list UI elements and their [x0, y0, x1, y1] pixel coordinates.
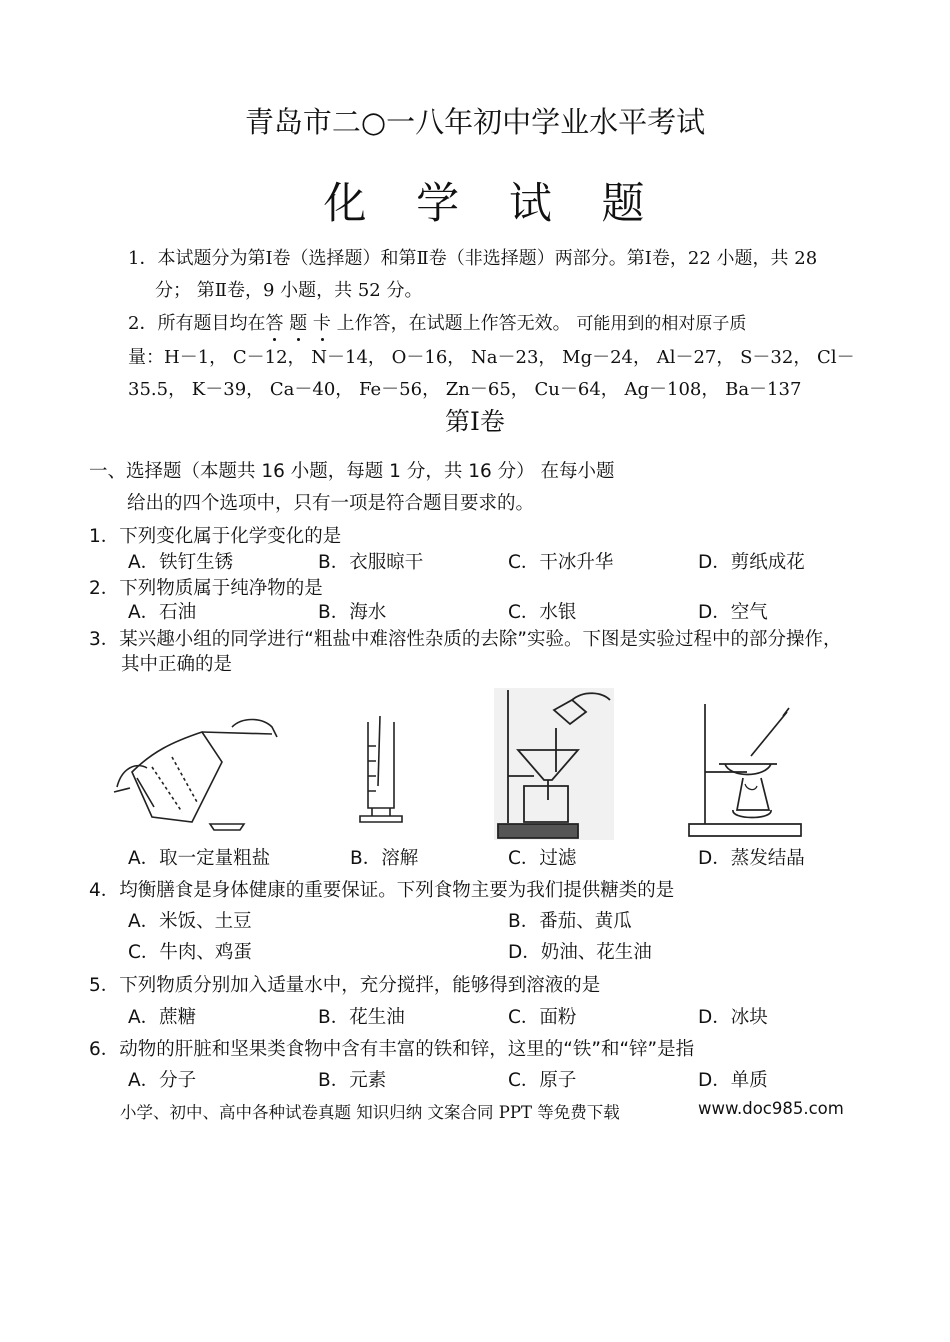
illustration-evaporate	[685, 700, 805, 840]
question-4-option-a: A．米饭、土豆	[128, 911, 252, 932]
question-4-stem: 4．均衡膳食是身体健康的重要保证。下列食物主要为我们提供糖类的是	[89, 880, 675, 901]
note-2-tail: 可能用到的相对原子质	[576, 314, 747, 334]
question-3-option-d: D．蒸发结晶	[698, 848, 805, 869]
emphasis-char-2: 题	[289, 313, 308, 334]
question-3-option-a: A．取一定量粗盐	[128, 848, 271, 869]
question-1-option-d: D．剪纸成花	[698, 552, 805, 573]
question-2-option-d: D．空气	[698, 602, 768, 623]
footer-text: 小学、初中、高中各种试卷真题 知识归纳 文案合同 PPT 等免费下载	[120, 1103, 620, 1122]
question-3-stem-line-2: 其中正确的是	[121, 654, 233, 675]
note-1-line-2: 分； 第Ⅱ卷，9 小题，共 52 分。	[155, 280, 423, 301]
note-2-line-2: 量：H－1， C－12， N－14， O－16， Na－23， Mg－24， Al－27， S－32， Cl－	[128, 347, 855, 368]
question-5-option-a: A．蔗糖	[128, 1007, 197, 1028]
question-4-option-d: D．奶油、花生油	[508, 942, 652, 963]
illustration-take-salt	[112, 712, 282, 832]
note-2-line-1	[128, 309, 746, 335]
emphasis-char-1: 答	[265, 313, 284, 334]
part-instruction-line-2: 给出的四个选项中，只有一项是符合题目要求的。	[127, 493, 535, 514]
question-3-option-c: C．过滤	[508, 848, 577, 869]
question-2-option-a: A．石油	[128, 602, 197, 623]
question-4-option-c: C．牛肉、鸡蛋	[128, 942, 252, 963]
question-6-option-b: B．元素	[318, 1070, 387, 1091]
illustration-filter	[494, 688, 614, 840]
illustration-dissolve	[350, 716, 420, 826]
note-2-prefix: 2．所有题目均在	[128, 313, 266, 334]
question-1-option-b: B．衣服晾干	[318, 552, 424, 573]
question-1-option-c: C．干冰升华	[508, 552, 614, 573]
note-1-line-1: 1．本试题分为第Ⅰ卷（选择题）和第Ⅱ卷（非选择题）两部分。第Ⅰ卷，22 小题，共 28	[128, 248, 818, 269]
question-6-option-a: A．分子	[128, 1070, 197, 1091]
question-6-option-d: D．单质	[698, 1070, 768, 1091]
question-1-stem: 1．下列变化属于化学变化的是	[89, 526, 342, 547]
question-6-stem: 6．动物的肝脏和坚果类食物中含有丰富的铁和锌，这里的“铁”和“锌”是指	[89, 1039, 695, 1060]
question-6-option-c: C．原子	[508, 1070, 577, 1091]
question-5-option-b: B．花生油	[318, 1007, 405, 1028]
question-2-option-c: C．水银	[508, 602, 577, 623]
footer-link[interactable]: www.doc985.com	[698, 1099, 844, 1118]
question-5-option-c: C．面粉	[508, 1007, 577, 1028]
emphasis-char-3: 卡	[312, 313, 331, 334]
subject-title: 化 学 试 题	[323, 179, 663, 229]
note-2-line-3: 35.5， K－39， Ca－40， Fe－56， Zn－65， Cu－64， Ag－108， Ba－137	[128, 379, 802, 400]
part-instruction-line-1: 一、选择题（本题共 16 小题，每题 1 分，共 16 分） 在每小题	[89, 461, 615, 482]
question-3-stem-line-1: 3．某兴趣小组的同学进行“粗盐中难溶性杂质的去除”实验。下图是实验过程中的部分操作，	[89, 629, 842, 650]
question-3-option-b: B．溶解	[350, 848, 419, 869]
question-5-stem: 5．下列物质分别加入适量水中，充分搅拌，能够得到溶液的是	[89, 975, 601, 996]
question-5-option-d: D．冰块	[698, 1007, 768, 1028]
question-4-option-b: B．番茄、黄瓜	[508, 911, 632, 932]
note-2-suffix: 上作答，在试题上作答无效。	[336, 313, 571, 334]
exam-title: 青岛市二○一八年初中学业水平考试	[244, 105, 706, 139]
section-heading: 第Ⅰ卷	[445, 407, 505, 436]
question-1-option-a: A．铁钉生锈	[128, 552, 234, 573]
question-2-option-b: B．海水	[318, 602, 387, 623]
question-2-stem: 2．下列物质属于纯净物的是	[89, 578, 323, 599]
